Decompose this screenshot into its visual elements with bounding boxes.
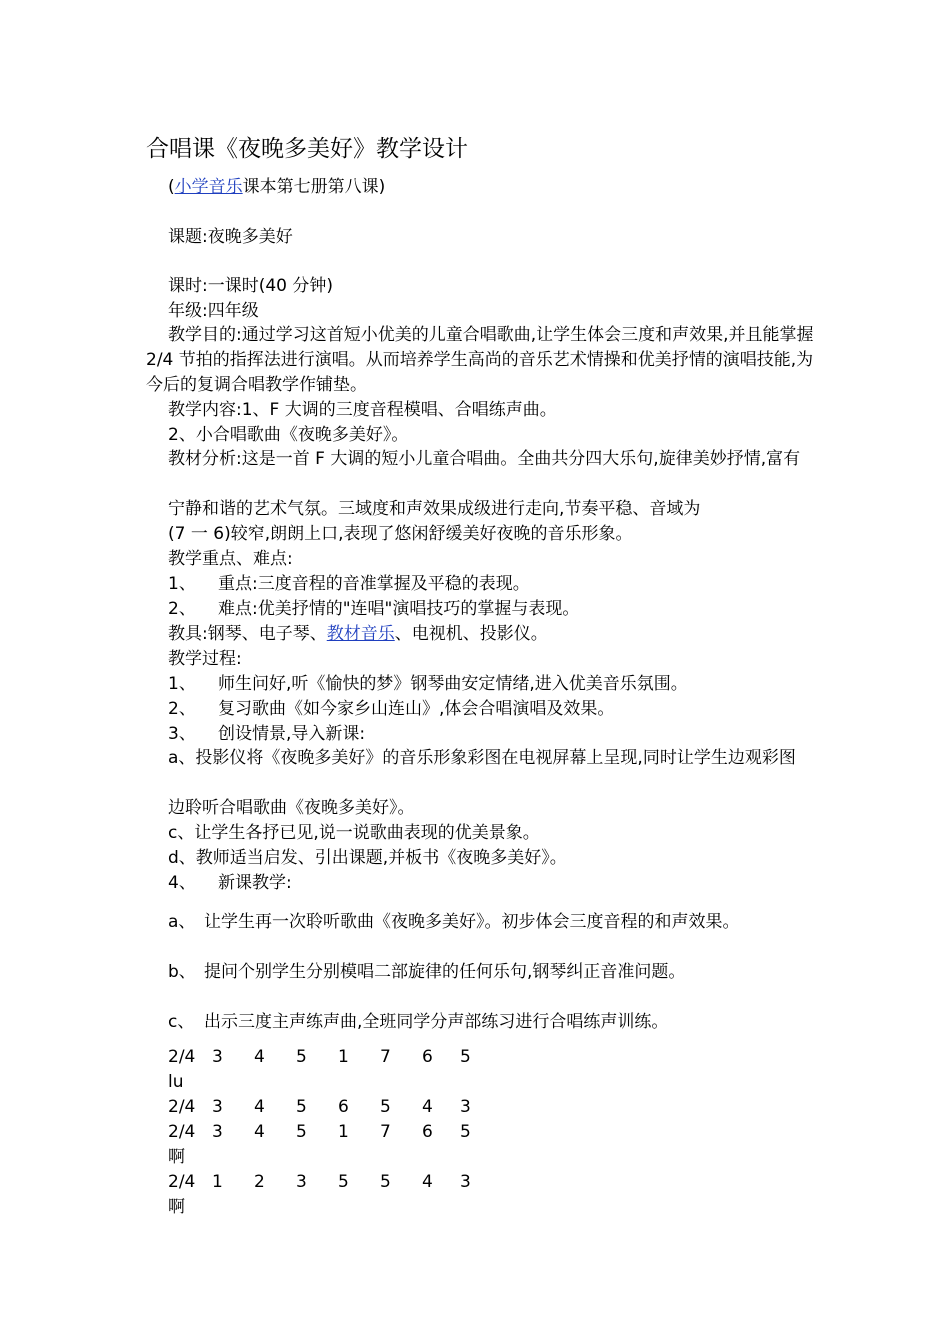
score-note: 5 xyxy=(380,1172,391,1192)
new-lesson-a xyxy=(168,910,740,935)
new-lesson-label: b、 xyxy=(168,962,196,982)
key-point-1 xyxy=(168,572,530,597)
process-step-number: 2、 xyxy=(168,699,196,719)
score-row xyxy=(168,1045,498,1070)
score-note: 4 xyxy=(422,1172,433,1192)
process-step-text: 创设情景,导入新课: xyxy=(218,724,366,744)
new-lesson-label: c、 xyxy=(168,1012,195,1032)
score-note: 7 xyxy=(380,1047,391,1067)
process-step-3 xyxy=(168,722,365,747)
score-note: 6 xyxy=(422,1047,433,1067)
score-note: 5 xyxy=(460,1122,471,1142)
process-step-text: 师生问好,听《愉快的梦》钢琴曲安定情绪,进入优美音乐氛围。 xyxy=(218,674,688,694)
topic-line: 课题:夜晚多美好 xyxy=(168,227,293,247)
score-note: 4 xyxy=(422,1097,433,1117)
content-line-1: 教学内容:1、F 大调的三度音程模唱、合唱练声曲。 xyxy=(168,400,557,420)
process-step-text: 新课教学: xyxy=(218,873,292,893)
objective-paragraph: 教学目的:通过学习这首短小优美的儿童合唱歌曲,让学生体会三度和声效果,并且能掌握 2/4 节拍的指挥法进行演唱。从而培养学生高尚的音乐艺术情操和优美抒情的演唱技能,为今后的复调合唱教学作铺垫。 xyxy=(146,325,814,395)
score-note: 6 xyxy=(338,1097,349,1117)
score-note: 6 xyxy=(422,1122,433,1142)
source-open: ( xyxy=(168,177,175,197)
process-step-number: 3、 xyxy=(168,724,196,744)
score-note: 4 xyxy=(254,1047,265,1067)
score-note: 3 xyxy=(460,1172,471,1192)
score-row xyxy=(168,1170,498,1195)
process-step-text: 复习歌曲《如今家乡山连山》,体会合唱演唱及效果。 xyxy=(218,699,615,719)
time-signature: 2/4 xyxy=(168,1097,196,1117)
time-signature: 2/4 xyxy=(168,1172,196,1192)
score-note: 3 xyxy=(212,1047,223,1067)
source-rest: 课本第七册第八课) xyxy=(242,177,386,197)
score-note: 5 xyxy=(296,1097,307,1117)
score-row xyxy=(168,1120,498,1145)
tools-suffix: 、电视机、投影仪。 xyxy=(394,624,548,644)
process-step-number: 1、 xyxy=(168,674,196,694)
score-note: 5 xyxy=(296,1047,307,1067)
grade-line: 年级:四年级 xyxy=(168,301,259,321)
score-note: 4 xyxy=(254,1097,265,1117)
key-point-text: 难点:优美抒情的"连唱"演唱技巧的掌握与表现。 xyxy=(218,599,580,619)
tools-link[interactable]: 教材音乐 xyxy=(326,624,395,644)
score-note: 5 xyxy=(460,1047,471,1067)
key-point-number: 1、 xyxy=(168,574,196,594)
analysis-line-2: 宁静和谐的艺术气氛。三域度和声效果成级进行走向,节奏平稳、音域为 xyxy=(168,499,701,519)
content-line-2: 2、小合唱歌曲《夜晚多美好》。 xyxy=(168,425,409,445)
key-point-text: 重点:三度音程的音准掌握及平稳的表现。 xyxy=(218,574,530,594)
step-a-continued: 边聆听合唱歌曲《夜晚多美好》。 xyxy=(168,798,415,818)
process-step-number: 4、 xyxy=(168,873,196,893)
key-point-2 xyxy=(168,597,579,622)
score-lyric: lu xyxy=(168,1072,184,1092)
score-note: 1 xyxy=(338,1047,349,1067)
step-c-line: c、让学生各抒已见,说一说歌曲表现的优美景象。 xyxy=(168,823,540,843)
tools-line xyxy=(168,622,548,647)
process-step-2 xyxy=(168,697,614,722)
document-title: 合唱课《夜晚多美好》教学设计 xyxy=(146,136,468,162)
step-4-line xyxy=(168,871,292,896)
score-note: 4 xyxy=(254,1122,265,1142)
new-lesson-text: 提问个别学生分别模唱二部旋律的任何乐句,钢琴纠正音准问题。 xyxy=(204,962,686,982)
score-lyric: 啊 xyxy=(168,1147,185,1167)
new-lesson-c xyxy=(168,1010,668,1035)
score-note: 1 xyxy=(212,1172,223,1192)
score-note: 3 xyxy=(460,1097,471,1117)
new-lesson-text: 出示三度主声练声曲,全班同学分声部练习进行合唱练声训练。 xyxy=(204,1012,669,1032)
time-signature: 2/4 xyxy=(168,1047,196,1067)
step-d-line: d、教师适当启发、引出课题,并板书《夜晚多美好》。 xyxy=(168,848,567,868)
score-note: 3 xyxy=(212,1097,223,1117)
score-note: 3 xyxy=(296,1172,307,1192)
score-row xyxy=(168,1095,498,1120)
score-note: 7 xyxy=(380,1122,391,1142)
score-note: 3 xyxy=(212,1122,223,1142)
key-heading: 教学重点、难点: xyxy=(168,549,293,569)
new-lesson-text: 让学生再一次聆听歌曲《夜晚多美好》。初步体会三度音程的和声效果。 xyxy=(204,912,740,932)
tools-prefix: 教具:钢琴、电子琴、 xyxy=(168,624,327,644)
key-point-number: 2、 xyxy=(168,599,196,619)
score-note: 5 xyxy=(296,1122,307,1142)
process-step-1 xyxy=(168,672,688,697)
score-note: 5 xyxy=(380,1097,391,1117)
process-heading: 教学过程: xyxy=(168,649,242,669)
time-signature: 2/4 xyxy=(168,1122,196,1142)
new-lesson-label: a、 xyxy=(168,912,196,932)
analysis-paragraph-1: 教材分析:这是一首 F 大调的短小儿童合唱曲。全曲共分四大乐句,旋律美妙抒情,富有 xyxy=(168,449,801,469)
source-line xyxy=(168,175,385,200)
score-note: 5 xyxy=(338,1172,349,1192)
score-lyric: 啊 xyxy=(168,1197,185,1217)
score-note: 2 xyxy=(254,1172,265,1192)
score-note: 1 xyxy=(338,1122,349,1142)
source-link[interactable]: 小学音乐 xyxy=(174,177,243,197)
duration-line: 课时:一课时(40 分钟) xyxy=(168,276,334,296)
step-a-paragraph: a、投影仪将《夜晚多美好》的音乐形象彩图在电视屏幕上呈现,同时让学生边观彩图 xyxy=(168,748,796,768)
analysis-line-3: (7 一 6)较窄,朗朗上口,表现了悠闲舒缓美好夜晚的音乐形象。 xyxy=(168,524,633,544)
new-lesson-b xyxy=(168,960,685,985)
